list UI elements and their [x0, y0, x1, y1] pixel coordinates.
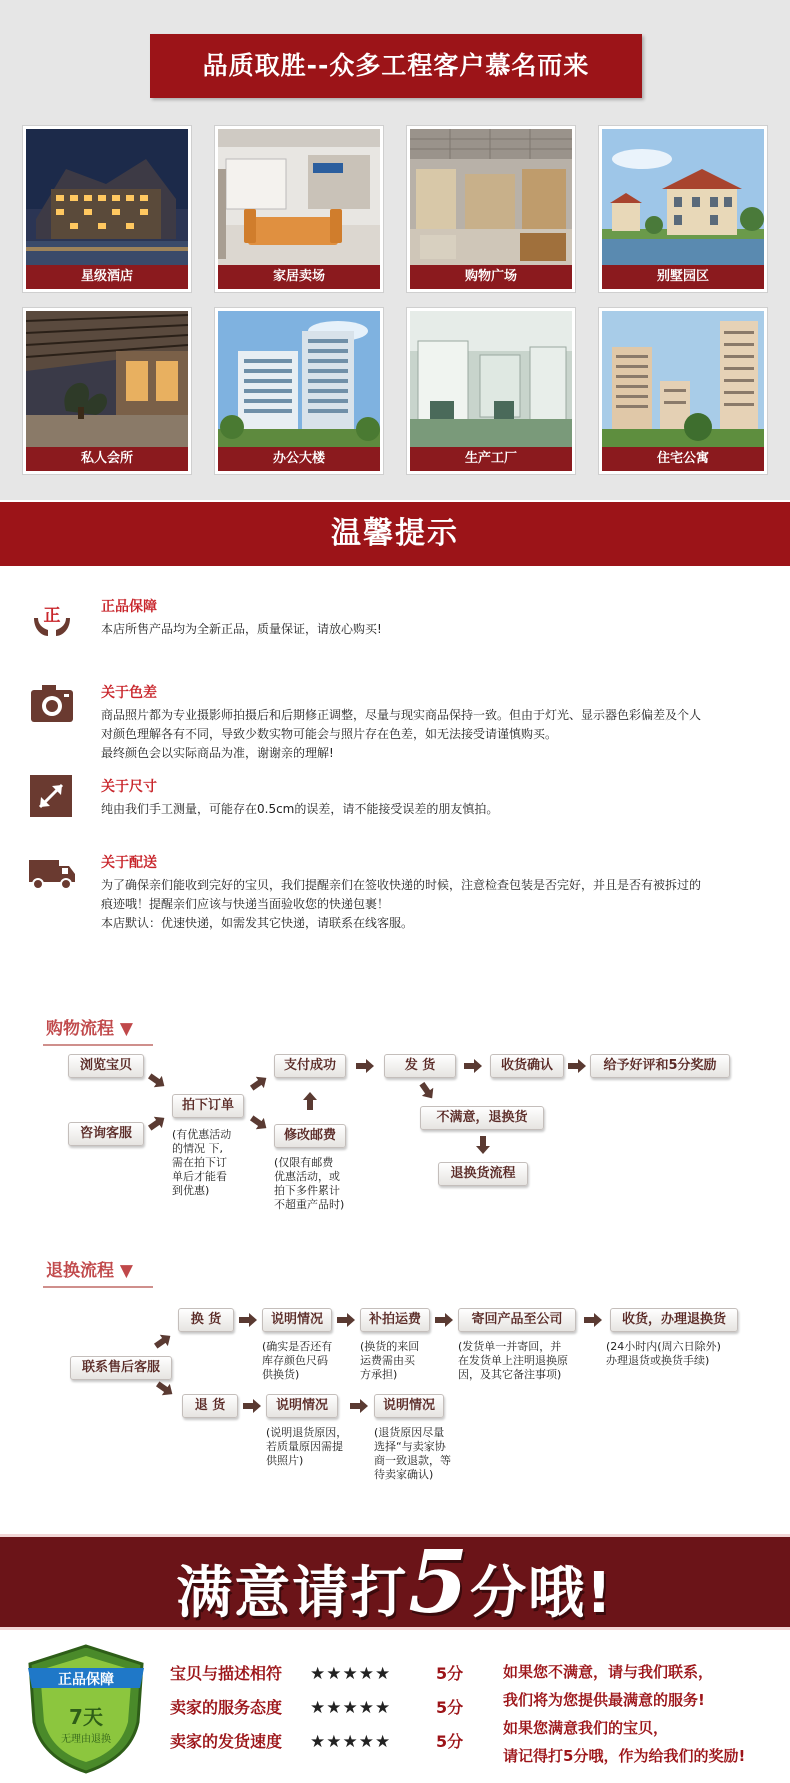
- score-label: 卖家的服务态度: [170, 1698, 283, 1717]
- order-step: 拍下订单: [172, 1094, 244, 1118]
- star-rating-icon: ★★★★★: [310, 1664, 392, 1684]
- badge-sub: 无理由退换: [61, 1734, 111, 1745]
- tile-villa-park[interactable]: [598, 125, 768, 293]
- browse-step: 浏览宝贝: [68, 1054, 144, 1078]
- tip-text: [101, 800, 785, 819]
- tile-label: 生产工厂: [410, 447, 572, 471]
- tip-title: 正品保障: [101, 599, 157, 615]
- arrow-right-icon: [350, 1399, 368, 1413]
- star-rating-icon: ★★★★★: [310, 1732, 392, 1752]
- arrow-down-icon: [476, 1136, 490, 1154]
- score-row-shipping: [170, 1729, 463, 1755]
- tip-title: 关于配送: [101, 855, 157, 871]
- edit-postage-note: (仅限有邮费 优惠活动，或 拍下多件累计 不超重产品时): [274, 1156, 345, 1211]
- tip-text: [101, 706, 785, 763]
- refund-step: 退 货: [182, 1394, 238, 1418]
- clients-section: [0, 0, 790, 500]
- rating-banner-number: 5: [408, 1532, 471, 1633]
- rating-banner-pre: 满意请打: [176, 1561, 409, 1626]
- shopping-plaza-photo: [410, 129, 572, 267]
- tip-size: [0, 776, 790, 826]
- explain-step-3: 说明情况: [374, 1394, 444, 1418]
- tip-line: 痕迹哦！提醒亲们应该与快递当面验收您的快递包裹！: [101, 897, 390, 911]
- arrow-down-right-icon: [248, 1112, 271, 1134]
- office-building-photo: [218, 311, 380, 449]
- residential-photo: [602, 311, 764, 449]
- explain-step-1: 说明情况: [262, 1308, 332, 1332]
- closing-message: [503, 1658, 788, 1770]
- rating-banner-post: 分哦!: [470, 1561, 614, 1626]
- arrow-right-icon: [464, 1059, 482, 1073]
- closing-line: 请记得打5分哦，作为给我们的奖励!: [503, 1747, 746, 1765]
- tile-shopping-plaza[interactable]: [406, 125, 576, 293]
- tile-label: 家居卖场: [218, 265, 380, 289]
- tip-line: 纯由我们手工测量，可能存在0.5cm的误差，请不能接受误差的朋友慎拍。: [101, 802, 499, 816]
- score-value: 5分: [436, 1732, 464, 1751]
- furniture-mall-photo: [218, 129, 380, 267]
- guarantee-badge: [22, 1642, 150, 1774]
- receive-step: 收货，办理退换货: [610, 1308, 738, 1332]
- tip-text: [101, 620, 785, 639]
- shield-icon: [22, 1642, 150, 1774]
- score-label: 卖家的发货速度: [170, 1732, 283, 1751]
- arrow-right-icon: [337, 1313, 355, 1327]
- arrow-up-right-icon: [152, 1330, 175, 1352]
- tile-label: 星级酒店: [26, 265, 188, 289]
- tip-genuine: [0, 596, 790, 646]
- receive-note: (24小时内(周六日除外) 办理退货或换货手续): [606, 1340, 721, 1367]
- tile-residential[interactable]: [598, 307, 768, 475]
- arrow-down-right-icon: [154, 1378, 177, 1400]
- tile-furniture-mall[interactable]: [214, 125, 384, 293]
- confirm-step: 收货确认: [490, 1054, 564, 1078]
- score-value: 5分: [436, 1698, 464, 1717]
- arrow-right-icon: [243, 1399, 261, 1413]
- arrow-right-icon: [356, 1059, 374, 1073]
- tip-line: 本店默认：优速快递，如需发其它快递，请联系在线客服。: [101, 916, 414, 930]
- villa-park-photo: [602, 129, 764, 267]
- explain-step-2: 说明情况: [266, 1394, 338, 1418]
- arrow-up-right-icon: [248, 1072, 271, 1094]
- genuine-hands-icon: [28, 596, 76, 640]
- arrow-right-icon: [584, 1313, 602, 1327]
- arrow-right-icon: [435, 1313, 453, 1327]
- score-row-description: [170, 1661, 463, 1687]
- arrow-down-right-icon: [416, 1080, 438, 1103]
- score-label: 宝贝与描述相符: [170, 1664, 283, 1683]
- tile-label: 私人会所: [26, 447, 188, 471]
- explain-note-1: (确实是否还有 库存颜色尺码 供换货): [262, 1340, 333, 1381]
- star-rating-icon: ★★★★★: [310, 1698, 392, 1718]
- edit-postage-step: 修改邮费: [274, 1124, 346, 1148]
- praise-step: 给予好评和5分奖励: [590, 1054, 730, 1078]
- resize-icon: [28, 774, 76, 818]
- tip-line: 最终颜色会以实际商品为准，谢谢亲的理解!: [101, 746, 334, 760]
- unhappy-step: 不满意，退换货: [420, 1106, 544, 1130]
- genuine-mark: 正: [43, 606, 61, 626]
- return-flow-title: 退换流程 ▼: [46, 1256, 133, 1281]
- private-club-photo: [26, 311, 188, 449]
- postage-step: 补拍运费: [360, 1308, 430, 1332]
- truck-icon: [28, 852, 76, 896]
- tile-hotel[interactable]: [22, 125, 192, 293]
- exchange-step: 换 货: [178, 1308, 234, 1332]
- tile-label: 购物广场: [410, 265, 572, 289]
- tip-title: 关于色差: [101, 685, 157, 701]
- score-value: 5分: [436, 1664, 464, 1683]
- explain-note-3: (退货原因尽量 选择“与卖家协 商一致退款，等 待卖家确认): [374, 1426, 451, 1481]
- tile-office-building[interactable]: [214, 307, 384, 475]
- tips-banner: 温馨提示: [0, 502, 790, 566]
- tip-line: 本店所售产品均为全新正品，质量保证，请放心购买!: [101, 622, 382, 636]
- send-back-step: 寄回产品至公司: [458, 1308, 576, 1332]
- consult-step: 咨询客服: [68, 1122, 144, 1146]
- badge-title: 正品保障: [58, 1672, 114, 1688]
- shopping-flow-title: 购物流程 ▼: [46, 1014, 133, 1039]
- badge-days: 7天: [69, 1705, 103, 1729]
- ship-step: 发 货: [384, 1054, 456, 1078]
- order-note: (有优惠活动 的情况 下, 需在拍下订 单后才能看 到优惠): [172, 1128, 232, 1197]
- tile-label: 办公大楼: [218, 447, 380, 471]
- arrow-right-icon: [239, 1313, 257, 1327]
- closing-line: 如果您满意我们的宝贝，: [503, 1719, 669, 1737]
- tile-label: 住宅公寓: [602, 447, 764, 471]
- arrow-up-icon: [303, 1092, 317, 1110]
- tip-color: [0, 682, 790, 762]
- tip-title: 关于尺寸: [101, 779, 157, 795]
- camera-icon: [28, 682, 76, 726]
- explain-note-2: (说明退货原因， 若质量原因需提 供照片): [266, 1426, 348, 1467]
- arrow-up-right-icon: [146, 1112, 169, 1134]
- tip-delivery: [0, 852, 790, 932]
- tile-factory[interactable]: [406, 307, 576, 475]
- postage-note: (换货的来回 运费需由买 方承担): [360, 1340, 420, 1381]
- clients-banner: 品质取胜--众多工程客户慕名而来: [150, 34, 642, 98]
- tile-private-club[interactable]: [22, 307, 192, 475]
- tip-line: 商品照片都为专业摄影师拍摄后和后期修正调整，尽量与现实商品保持一致。但由于灯光、显示器色彩偏差及个人: [101, 708, 702, 722]
- tip-line: 为了确保亲们能收到完好的宝贝，我们提醒亲们在签收快递的时候，注意检查包装是否完好，并且是否有被拆过的: [101, 878, 702, 892]
- arrow-down-right-icon: [146, 1070, 169, 1092]
- contact-aftersales-step: 联系售后客服: [70, 1356, 172, 1380]
- arrow-right-icon: [568, 1059, 586, 1073]
- score-row-service: [170, 1695, 463, 1721]
- tip-line: 对颜色理解各有不同，导致少数实物可能会与照片存在色差，如无法接受请谨慎购买。: [101, 727, 558, 741]
- rating-banner: [0, 1532, 790, 1633]
- paid-step: 支付成功: [274, 1054, 346, 1078]
- tip-text: [101, 876, 785, 933]
- closing-line: 我们将为您提供最满意的服务!: [503, 1691, 705, 1709]
- tile-label: 别墅园区: [602, 265, 764, 289]
- factory-photo: [410, 311, 572, 449]
- closing-line: 如果您不满意，请与我们联系，: [503, 1663, 714, 1681]
- rating-banner-text: [0, 1532, 790, 1640]
- hotel-photo: [26, 129, 188, 267]
- return-flow-step: 退换货流程: [438, 1162, 528, 1186]
- send-back-note: (发货单一并寄回，并 在发货单上注明退换原 因，及其它备注事项): [458, 1340, 568, 1381]
